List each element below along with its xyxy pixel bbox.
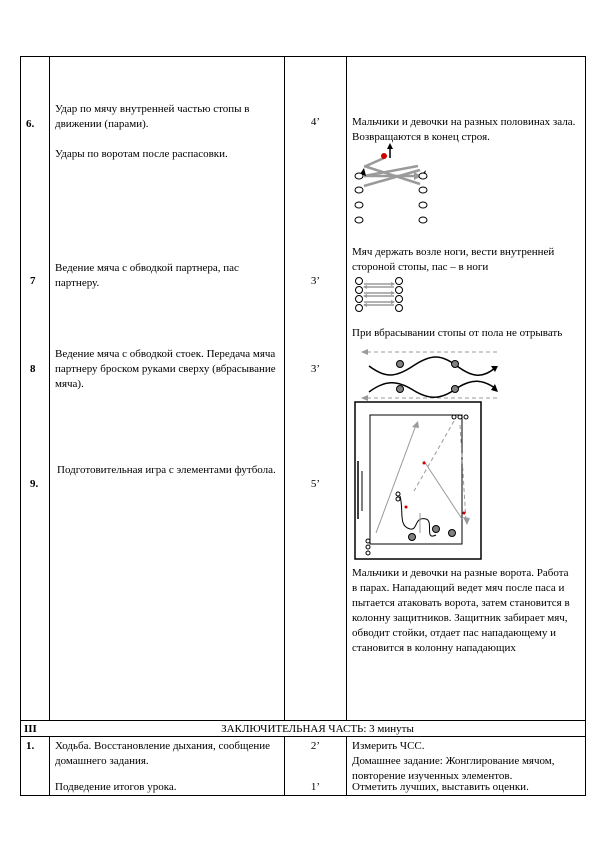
column-divider-exercise <box>284 56 285 721</box>
final-row-time-1: 2’ <box>310 740 321 752</box>
row-8-notes: При вбрасывании стопы от пола не отрывать <box>352 327 563 339</box>
column-divider-num-low <box>49 736 50 796</box>
row-7-time: 3’ <box>310 275 321 287</box>
final-row-exercise-2: Подведение итогов урока. <box>55 781 177 793</box>
final-row-time-2: 1’ <box>310 781 321 793</box>
section-roman-numeral: III <box>24 723 37 735</box>
row-8-number: 8 <box>30 363 36 375</box>
table-left-border <box>20 56 21 796</box>
row-6-number: 6. <box>26 118 35 130</box>
row-7-notes: Мяч держать возле ноги, вести внутренней стороной стопы, пас – в ноги <box>352 246 555 273</box>
section-title: ЗАКЛЮЧИТЕЛЬНАЯ ЧАСТЬ: 3 минуты <box>221 723 414 735</box>
final-row-notes-1: Измерить ЧСС. Домашнее задание: Жонглирование мячом, повторение изученных элементов. <box>352 740 555 782</box>
row-9-notes: Мальчики и девочки на разные ворота. Работа в парах. Нападающий ведет мяч после паса и пытается атаковать ворота, затем становится в колонну защитников. Защитник забирает мяч, обводит стойки, отдает пас нападающему и становится в колонну нападающих <box>352 567 570 654</box>
row-9-exercise: Подготовительная игра с элементами футбола. <box>57 464 276 476</box>
row-7-number: 7 <box>30 275 36 287</box>
final-row-number: 1. <box>26 740 35 752</box>
row-6-exercise: Удар по мячу внутренней частью стопы в движении (парами). Удары по воротам после распасовки. <box>55 103 250 160</box>
row-7-exercise: Ведение мяча с обводкой партнера, пас партнеру. <box>55 262 239 289</box>
column-divider-time-low <box>346 736 347 796</box>
final-row-exercise-1: Ходьба. Восстановление дыхания, сообщение домашнего задания. <box>55 740 270 767</box>
row-9-number: 9. <box>30 478 39 490</box>
row-6-notes: Мальчики и девочки на разных половинах зала. Возвращаются в конец строя. <box>352 116 576 143</box>
pairs-passing-diagram <box>352 276 407 316</box>
field-game-diagram <box>354 401 484 561</box>
table-right-border <box>585 56 586 796</box>
section-divider-top <box>20 720 586 721</box>
row-6-time: 4’ <box>310 116 321 128</box>
table-bottom-border <box>20 795 586 796</box>
passing-drill-diagram <box>350 140 440 225</box>
final-row-notes-2: Отметить лучших, выставить оценки. <box>352 781 529 793</box>
table-top-border <box>20 56 586 57</box>
column-divider-time <box>346 56 347 721</box>
row-9-time: 5’ <box>310 478 321 490</box>
row-8-exercise: Ведение мяча с обводкой стоек. Передача мяча партнеру броском руками сверху (вбрасывание мяча). <box>55 348 276 390</box>
row-8-time: 3’ <box>310 363 321 375</box>
column-divider-num <box>49 56 50 721</box>
